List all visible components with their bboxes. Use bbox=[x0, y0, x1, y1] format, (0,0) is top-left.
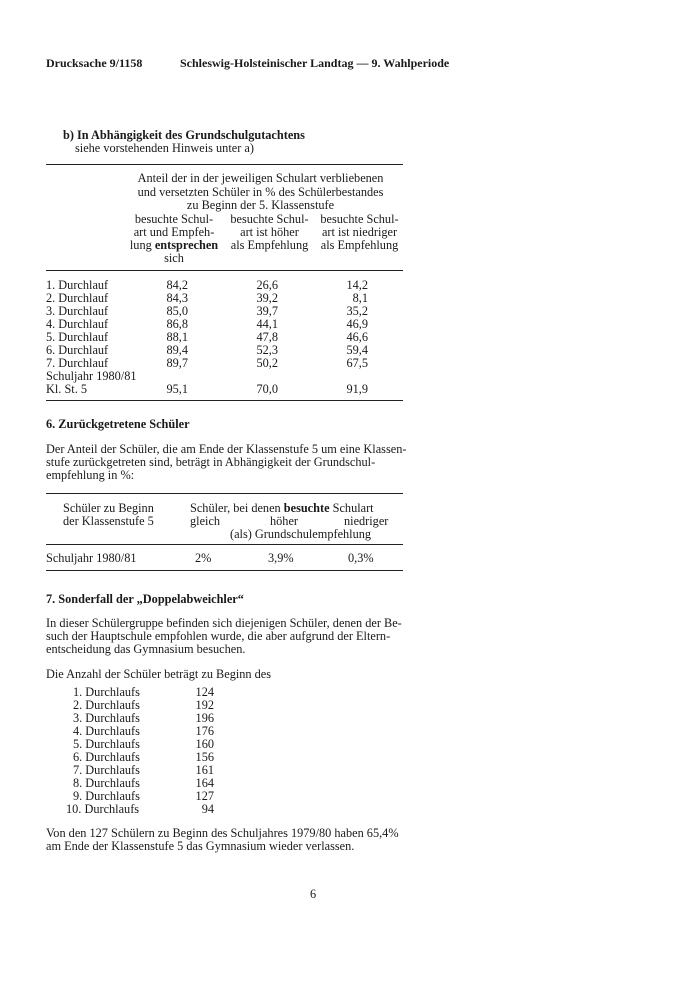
table-row-label: 5. Durchlauf bbox=[46, 330, 109, 344]
list-item-label: 1. Durchlaufs bbox=[73, 685, 140, 699]
list-item-value: 127 bbox=[195, 789, 214, 803]
col3-header-line2: art ist niedriger bbox=[321, 225, 398, 239]
list-item-value: 192 bbox=[195, 698, 214, 712]
table1-caption-line2: und versetzten Schüler in % des Schülerbestandes bbox=[137, 185, 384, 199]
table-row-label: Schuljahr 1980/81 bbox=[46, 369, 137, 383]
table2-header-bottom: (als) Grundschulempfehlung bbox=[230, 527, 372, 541]
section7-para-line2: such der Hauptschule empfohlen wurde, die aber aufgrund der Eltern- bbox=[46, 629, 391, 643]
table-cell: 39,2 bbox=[256, 291, 278, 305]
table2-header-gleich: gleich bbox=[190, 514, 221, 528]
list-item-label: 4. Durchlaufs bbox=[73, 724, 140, 738]
list-item-value: 160 bbox=[195, 737, 214, 751]
table-row-label: 3. Durchlauf bbox=[46, 304, 109, 318]
section6-para-line2: stufe zurückgetreten sind, beträgt in Abhängigkeit der Grundschul- bbox=[46, 455, 376, 469]
table-cell: 46,9 bbox=[346, 317, 368, 331]
table2-header-hoeher: höher bbox=[270, 514, 298, 528]
col1-header-line3: lung entsprechen bbox=[129, 238, 219, 252]
list-item-value: 196 bbox=[195, 711, 214, 725]
table2-header-rule bbox=[46, 544, 403, 545]
table1-header-rule bbox=[46, 270, 403, 271]
closing-line2: am Ende der Klassenstufe 5 das Gymnasium wieder verlassen. bbox=[46, 839, 355, 853]
table-row-label: Kl. St. 5 bbox=[46, 382, 87, 396]
col2-header-line3: als Empfehlung bbox=[230, 238, 309, 252]
table1-caption-line3: zu Beginn der 5. Klassenstufe bbox=[186, 198, 335, 212]
table-cell: 35,2 bbox=[346, 304, 368, 318]
list-item-value: 94 bbox=[201, 802, 214, 816]
running-header: Schleswig-Holsteinischer Landtag — 9. Wahlperiode bbox=[180, 56, 450, 70]
table-cell: 70,0 bbox=[256, 382, 278, 396]
table-cell: 8,1 bbox=[352, 291, 368, 305]
list-item-label: 10. Durchlaufs bbox=[66, 802, 140, 816]
table-cell: 14,2 bbox=[346, 278, 368, 292]
closing-line1: Von den 127 Schülern zu Beginn des Schuljahres 1979/80 haben 65,4% bbox=[46, 826, 399, 840]
table-cell: 26,6 bbox=[256, 278, 278, 292]
table-cell: 89,7 bbox=[166, 356, 188, 370]
table-cell: 67,5 bbox=[346, 356, 368, 370]
table-cell: 85,0 bbox=[166, 304, 188, 318]
table-cell: 84,2 bbox=[166, 278, 188, 292]
table2-header-top: Schüler, bei denen besuchte Schulart bbox=[190, 501, 374, 515]
col1-header-line4: sich bbox=[164, 251, 184, 265]
table-cell: 50,2 bbox=[256, 356, 278, 370]
section-b-subline: siehe vorstehenden Hinweis unter a) bbox=[75, 141, 254, 155]
table1-bottom-rule bbox=[46, 400, 403, 401]
table2-header-left-line2: der Klassenstufe 5 bbox=[63, 514, 154, 528]
list-item-value: 164 bbox=[195, 776, 214, 790]
list-item-value: 161 bbox=[195, 763, 214, 777]
col2-header-line2: art ist höher bbox=[240, 225, 299, 239]
table-cell: 95,1 bbox=[166, 382, 188, 396]
section6-para-line1: Der Anteil der Schüler, die am Ende der Klassenstufe 5 um eine Klassen- bbox=[46, 442, 407, 456]
list-item-label: 6. Durchlaufs bbox=[73, 750, 140, 764]
list-item-value: 124 bbox=[195, 685, 214, 699]
table1-top-rule bbox=[46, 164, 403, 165]
section-b-heading: b) In Abhängigkeit des Grundschulgutachtens bbox=[63, 128, 305, 142]
table2-header-niedriger: niedriger bbox=[344, 514, 389, 528]
section6-heading: 6. Zurückgetretene Schüler bbox=[46, 417, 190, 431]
table-cell: 86,8 bbox=[166, 317, 188, 331]
page-number: 6 bbox=[310, 887, 317, 901]
table2-header-left-line1: Schüler zu Beginn bbox=[63, 501, 154, 515]
table-cell: 52,3 bbox=[256, 343, 278, 357]
table2-cell-gleich: 2% bbox=[195, 551, 212, 565]
document-number: Drucksache 9/1158 bbox=[46, 56, 143, 70]
table-cell: 46,6 bbox=[346, 330, 368, 344]
table-cell: 88,1 bbox=[166, 330, 188, 344]
list-item-label: 7. Durchlaufs bbox=[73, 763, 140, 777]
table-cell: 44,1 bbox=[256, 317, 278, 331]
col1-header-line1: besuchte Schul- bbox=[134, 212, 214, 226]
list-item-label: 3. Durchlaufs bbox=[73, 711, 140, 725]
col3-header-line1: besuchte Schul- bbox=[320, 212, 399, 226]
table-cell: 91,9 bbox=[346, 382, 368, 396]
table-row-label: 4. Durchlauf bbox=[46, 317, 109, 331]
list-item-label: 8. Durchlaufs bbox=[73, 776, 140, 790]
list-item-value: 156 bbox=[195, 750, 214, 764]
table1-caption-line1: Anteil der in der jeweiligen Schulart verbliebenen bbox=[137, 171, 384, 185]
list-item-label: 5. Durchlaufs bbox=[73, 737, 140, 751]
table-row-label: 6. Durchlauf bbox=[46, 343, 109, 357]
col1-header-line2: art und Empfeh- bbox=[133, 225, 215, 239]
col2-header-line1: besuchte Schul- bbox=[230, 212, 309, 226]
table2-row-label: Schuljahr 1980/81 bbox=[46, 551, 137, 565]
list-item-label: 2. Durchlaufs bbox=[73, 698, 140, 712]
table-row-label: 7. Durchlauf bbox=[46, 356, 109, 370]
table2-cell-hoeher: 3,9% bbox=[268, 551, 294, 565]
table2-bottom-rule bbox=[46, 570, 403, 571]
table-cell: 39,7 bbox=[256, 304, 278, 318]
section7-para-line1: In dieser Schülergruppe befinden sich diejenigen Schüler, denen der Be- bbox=[46, 616, 402, 630]
table-cell: 47,8 bbox=[256, 330, 278, 344]
section6-para-line3: empfehlung in %: bbox=[46, 468, 135, 482]
list-item-value: 176 bbox=[195, 724, 214, 738]
table-cell: 84,3 bbox=[166, 291, 188, 305]
section7-intro: Die Anzahl der Schüler beträgt zu Beginn des bbox=[46, 667, 272, 681]
table2-top-rule bbox=[46, 493, 403, 494]
table-cell: 89,4 bbox=[166, 343, 188, 357]
col3-header-line3: als Empfehlung bbox=[320, 238, 399, 252]
table-row-label: 2. Durchlauf bbox=[46, 291, 109, 305]
table-cell: 59,4 bbox=[346, 343, 368, 357]
section7-heading: 7. Sonderfall der „Doppelabweichler“ bbox=[46, 592, 244, 606]
section7-para-line3: entscheidung das Gymnasium besuchen. bbox=[46, 642, 246, 656]
table2-cell-niedriger: 0,3% bbox=[348, 551, 374, 565]
list-item-label: 9. Durchlaufs bbox=[73, 789, 140, 803]
table-row-label: 1. Durchlauf bbox=[46, 278, 109, 292]
